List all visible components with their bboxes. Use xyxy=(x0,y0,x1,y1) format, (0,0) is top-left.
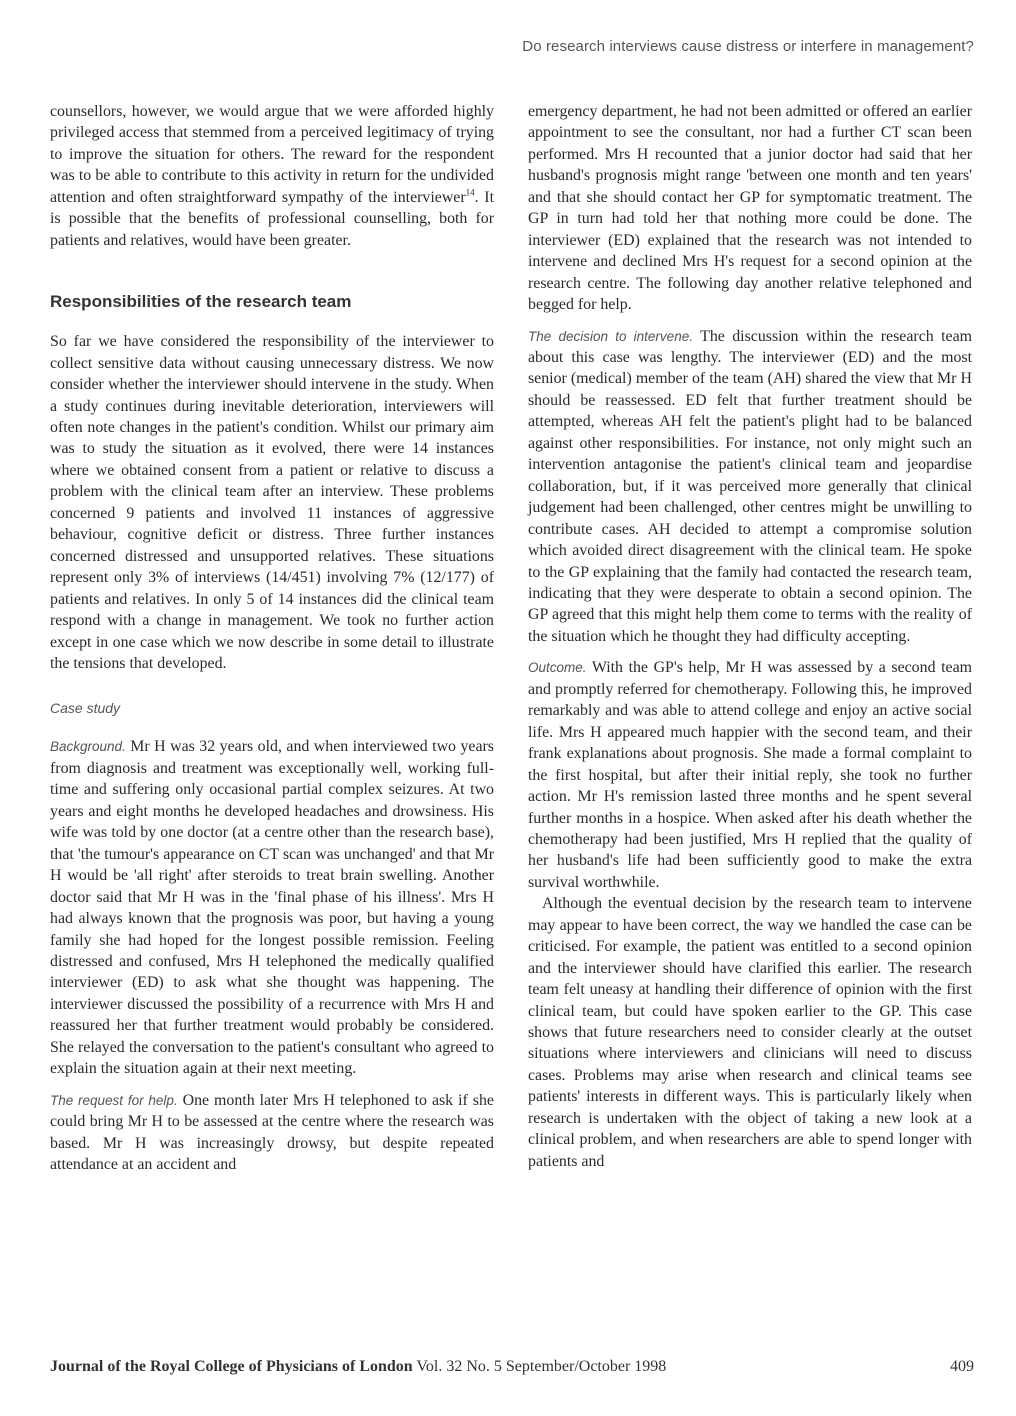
citation-ref: 14 xyxy=(465,187,475,198)
paragraph-background: Background. Mr H was 32 years old, and when interviewed two years from diagnosis and treatment was exceptionally well, working full-time and suffering only occasional partial complex seizures. At two years and eight months he developed headaches and drowsiness. His wife was told by one doctor (at a centre other than the research base), that 'the tumour's appearance on CT scan was unchanged' and that Mr H would be 'all right' after steroids to treat brain swelling. Another doctor said that Mr H was in the 'final phase of his illness'. Mrs H had always known that the prognosis was poor, but having a young family she had hoped for the longest possible remission. Feeling distressed and confused, Mrs H telephoned the medically qualified interviewer (ED) to ask what she thought was happening. The interviewer discussed the possibility of a recurrence with Mrs H and reassured her that further treatment would probably be considered. She relayed the conversation to the patient's consultant who agreed to explain the situation again at their next meeting. xyxy=(50,738,494,1078)
journal-issue: Vol. 32 No. 5 September/October 1998 xyxy=(412,1358,667,1375)
section-heading: Responsibilities of the research team xyxy=(50,292,352,312)
runin-label-decision: The decision to intervene. xyxy=(528,328,693,344)
page-footer xyxy=(50,1358,974,1376)
paragraph-decision: The decision to intervene. The discussion within the research team about this case was lengthy. The interviewer (ED) and the most senior (medical) member of the team (AH) shared the view that Mr H should be reassessed. ED felt that further treatment should be attempted, whereas AH felt the patient's plight had to be balanced against other responsibilities. For instance, not only might such an intervention antagonise the patient's clinical team and jeopardise collaboration, but, if it was perceived more generally that clinical judgement had been challenged, other centres might be unwilling to contribute cases. AH decided to attempt a compromise solution which avoided direct disagreement with the clinical team. He spoke to the GP explaining that the family had contacted the research team, indicating that they were desperate to obtain a second opinion. The GP agreed that this might help them come to terms with the reality of the situation which he thought they had difficulty accepting. xyxy=(528,327,972,645)
right-column xyxy=(528,101,972,1182)
paragraph-request: The request for help. One month later Mrs H telephoned to ask if she could bring Mr H to be assessed at the centre where the research was based. Mr H was increasingly drowsy, but despite repeated attendance at an accident and xyxy=(50,1091,494,1174)
page-number: 409 xyxy=(950,1358,974,1375)
journal-name: Journal of the Royal College of Physicians of London xyxy=(50,1358,413,1375)
paragraph-emergency: emergency department, he had not been admitted or offered an earlier appointment to see the consultant, nor had a further CT scan been performed. Mrs H recounted that a junior doctor had said that her husband's prognosis might range 'between one month and ten years' and that she should contact her GP for symptomatic treatment. The GP in turn had told her that nothing more could be done. The interviewer (ED) explained that the research was not intended to intervene and declined Mrs H's request for a second opinion at the research centre. The following day another relative telephoned and begged for help. xyxy=(528,103,972,314)
runin-label-outcome: Outcome. xyxy=(528,660,587,676)
running-head: Do research interviews cause distress or interfere in management? xyxy=(522,38,974,55)
runin-label-request: The request for help. xyxy=(50,1092,178,1108)
paragraph-although: Although the eventual decision by the research team to intervene may appear to have been correct, the way we handled the case can be criticised. For example, the patient was entitled to a second opinion and the interviewer should have clarified this earlier. The research team felt uneasy at handling their difference of opinion with the first clinical team, but could have spoken earlier to the GP. This case shows that future researchers need to consider clearly at the outset situations where interviewers and clinicians will need to discuss cases. Problems may arise when research and clinical teams see patients' interests in different ways. This is particularly likely when research is undertaken with the object of taking a new look at a clinical problem, and when researchers are able to spend longer with patients and xyxy=(528,895,972,1170)
left-column xyxy=(50,101,494,1185)
paragraph-outcome: Outcome. With the GP's help, Mr H was assessed by a second team and promptly referred for chemotherapy. Following this, he improved remarkably and was able to attend college and enjoy an active social life. Mrs H appeared much happier with the second team, and their frank explanations about prognosis. She made a formal complaint to the first hospital, but after their initial reply, she took no further action. Mr H's remission lasted three months and he spent several further months in a hospice. When asked after his death whether the chemotherapy had been justified, Mrs H replied that the quality of her husband's life had been sufficiently good to make the extra survival worthwhile. xyxy=(528,659,972,891)
subsection-heading: Case study xyxy=(50,700,121,717)
paragraph-responsibilities: So far we have considered the responsibility of the interviewer to collect sensitive data without causing unnecessary distress. We now consider whether the interviewer should intervene in the study. When a study continues during inevitable deterioration, interviewers will often note changes in the patient's condition. Whilst our primary aim was to study the situation as it evolved, there were 14 instances where we obtained consent from a patient or relative to discuss a problem with the clinical team after an interview. These problems concerned 9 patients and involved 11 instances of aggressive behaviour, cognitive deficit or distress. Three further instances concerned distressed and unsupported relatives. These situations represent only 3% of interviews (14/451) involving 7% (12/177) of patients and relatives. In only 5 of 14 instances did the clinical team respond with a change in management. We took no further action except in one case which we now describe in some detail to illustrate the tensions that developed. xyxy=(50,333,494,672)
paragraph-counsellors: counsellors, however, we would argue that we were afforded highly privileged access that stemmed from a perceived legitimacy of trying to improve the situation for others. The reward for the respondent was to be able to contribute to this activity in return for the undivided attention and often straightforward sympathy of the interviewer$^{14}$. It is possible that the benefits of professional counselling, both for patients and relatives, would have been greater. xyxy=(50,103,495,249)
runin-label-background: Background. xyxy=(50,739,126,755)
